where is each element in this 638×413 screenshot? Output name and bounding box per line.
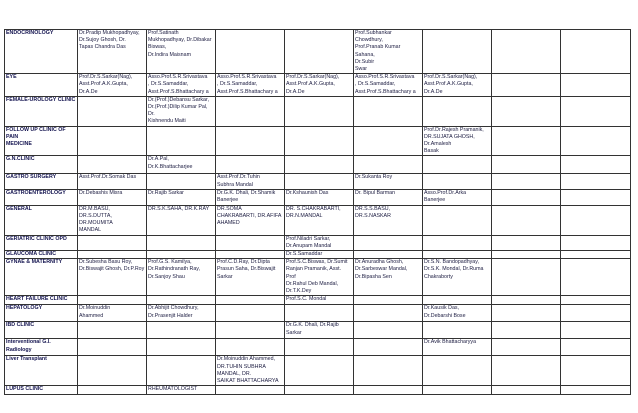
doctor-cell: Asso.Prof.Dr.Arka Banerjee xyxy=(423,189,492,205)
doctor-cell: Dr.Moinuddin Ahammed, DR.TUHIN SUBHRA MANDAL, DR. SAIKAT BHATTACHARYA xyxy=(216,356,285,386)
doctor-cell: Dr.Anuradha Ghosh, Dr.Sarbeswar Mandal, Dr.Bipasha Sen xyxy=(354,259,423,296)
doctor-cell xyxy=(216,156,285,174)
doctor-cell xyxy=(492,322,561,339)
doctor-cell xyxy=(423,322,492,339)
doctor-cell xyxy=(561,189,631,205)
doctor-cell xyxy=(561,259,631,296)
doctor-cell xyxy=(492,96,561,126)
doctor-cell xyxy=(423,205,492,235)
table-row xyxy=(5,74,631,97)
doctor-cell xyxy=(561,235,631,250)
doctor-cell: Prof.Dr.S.Sarkar(Nag), Asst.Prof.A.K.Gupta, Dr.A.De xyxy=(78,74,147,97)
doctor-cell xyxy=(78,296,147,305)
doctor-cell xyxy=(492,156,561,174)
doctor-cell xyxy=(285,30,354,74)
doctor-cell: Dr.G.K. Dhali, Dr.Rajib Sarkar xyxy=(285,322,354,339)
doctor-cell xyxy=(561,126,631,156)
doctor-cell xyxy=(216,339,285,356)
doctor-cell: Dr.Moinuddin Ahammed xyxy=(78,305,147,322)
doctor-cell xyxy=(423,356,492,386)
doctor-cell xyxy=(492,174,561,189)
doctor-cell xyxy=(561,251,631,259)
doctor-cell xyxy=(354,339,423,356)
doctor-cell xyxy=(78,356,147,386)
doctor-cell xyxy=(423,30,492,74)
department-cell: ENDOCRINOLOGY xyxy=(5,30,78,74)
table-row xyxy=(5,156,631,174)
department-cell: GERIATRIC CLINIC OPD xyxy=(5,235,78,250)
doctor-cell xyxy=(354,156,423,174)
doctor-cell xyxy=(78,235,147,250)
doctor-cell xyxy=(492,205,561,235)
doctor-cell xyxy=(423,251,492,259)
doctor-cell xyxy=(354,386,423,395)
department-cell: HEART FAILURE CLINIC xyxy=(5,296,78,305)
department-cell: EYE xyxy=(5,74,78,97)
doctor-cell: Dr.Subesha Basu Roy, Dr.Biswajit Ghosh, Dr.P.Roy xyxy=(78,259,147,296)
doctor-cell: Asst.Prof.Dr.Somak Das xyxy=(78,174,147,189)
doctor-cell xyxy=(354,96,423,126)
table-row xyxy=(5,339,631,356)
doctor-cell: Prof.Niladri Sarkar, Dr.Anupam Mandal xyxy=(285,235,354,250)
opd-schedule-table xyxy=(4,29,631,395)
doctor-cell: Dr.Sukanta Roy xyxy=(354,174,423,189)
doctor-cell xyxy=(492,386,561,395)
doctor-cell: Dr.S.N. Bandopadhyay, Dr.S.K. Mondal, Dr.Ruma Chakraborty xyxy=(423,259,492,296)
doctor-cell: Dr.(Prof.)Debansu Sarkar, Dr.(Prof.)Dilip Kumar Pal, Dr. Kishnendu Maiti xyxy=(147,96,216,126)
doctor-cell xyxy=(285,156,354,174)
doctor-cell xyxy=(285,96,354,126)
doctor-cell: Prof.Satinath Mukhopadhyay, Dr.Dibakar Biswas, Dr.Indira Maisnam xyxy=(147,30,216,74)
doctor-cell xyxy=(492,30,561,74)
doctor-cell xyxy=(561,296,631,305)
doctor-cell xyxy=(423,235,492,250)
doctor-cell xyxy=(147,356,216,386)
doctor-cell xyxy=(561,74,631,97)
doctor-cell xyxy=(285,305,354,322)
doctor-cell: Prof.C.D.Ray, Dr.Dipta Prasun Saha, Dr.Biswajit Sarkar xyxy=(216,259,285,296)
doctor-cell: Dr. Bipul Barman xyxy=(354,189,423,205)
table-row xyxy=(5,96,631,126)
doctor-cell xyxy=(354,251,423,259)
doctor-cell xyxy=(216,126,285,156)
doctor-cell xyxy=(147,322,216,339)
doctor-cell xyxy=(423,296,492,305)
doctor-cell xyxy=(216,296,285,305)
doctor-cell xyxy=(354,356,423,386)
doctor-cell xyxy=(423,386,492,395)
doctor-cell: Prof.Dr.S.Sarkar(Nag), Asst.Prof.A.K.Gupta, Dr.A.De xyxy=(423,74,492,97)
doctor-cell xyxy=(78,126,147,156)
doctor-cell: DR.S.K.SAHA, DR.K.RAY xyxy=(147,205,216,235)
doctor-cell xyxy=(561,174,631,189)
table-row xyxy=(5,386,631,395)
doctor-cell xyxy=(561,30,631,74)
doctor-cell xyxy=(216,30,285,74)
doctor-cell xyxy=(78,156,147,174)
department-cell: GYNAE & MATERNITY xyxy=(5,259,78,296)
doctor-cell: DR.M.BASU, DR.S.DUTTA, DR.MOUMITA MANDAL xyxy=(78,205,147,235)
doctor-cell: Dr.Pradip Mukhopadhyay, Dr.Sujoy Ghosh, Dr. Tapas Chandra Das xyxy=(78,30,147,74)
doctor-cell xyxy=(216,322,285,339)
doctor-cell: Dr.A.Pal, Dr.K.Bhattacharjee xyxy=(147,156,216,174)
doctor-cell xyxy=(492,305,561,322)
doctor-cell: Dr.Debashis Misra xyxy=(78,189,147,205)
doctor-cell: Prof.Dr.S.Sarkar(Nag), Asst.Prof.A.K.Gupta, Dr.A.De xyxy=(285,74,354,97)
table-row xyxy=(5,296,631,305)
department-cell: G.N.CLINIC xyxy=(5,156,78,174)
doctor-cell: Dr.Kausik Das, Dr.Debarshi Bose xyxy=(423,305,492,322)
department-cell: FOLLOW UP CLINIC OF PAIN MEDICINE xyxy=(5,126,78,156)
doctor-cell: Dr.Rajib Sarkar xyxy=(147,189,216,205)
doctor-cell xyxy=(492,356,561,386)
doctor-cell xyxy=(492,339,561,356)
table-row xyxy=(5,259,631,296)
department-cell: GASTROENTEROLOGY xyxy=(5,189,78,205)
doctor-cell: Prof.S.C.Biswas, Dr.Sumit Ranjan Pramanik, Asst. Prof Dr.Rahul Deb Mandal, Dr.T.K.Dey xyxy=(285,259,354,296)
department-cell: IBD CLINIC xyxy=(5,322,78,339)
doctor-cell: Asso.Prof.S.R.Srivastava , Dr.S.Samaddar, Asst.Prof.S.Bhattachary a xyxy=(216,74,285,97)
doctor-cell xyxy=(285,174,354,189)
doctor-cell xyxy=(78,251,147,259)
doctor-cell xyxy=(285,356,354,386)
doctor-cell xyxy=(285,126,354,156)
doctor-cell xyxy=(216,96,285,126)
table-row xyxy=(5,235,631,250)
department-cell: GASTRO SURGERY xyxy=(5,174,78,189)
doctor-cell xyxy=(423,156,492,174)
doctor-cell xyxy=(78,322,147,339)
department-cell: FEMALE-UROLOGY CLINIC xyxy=(5,96,78,126)
doctor-cell: Prof.Dr.Rajesh Pramanik, DR.SUJATA GHOSH, Dr.Amalesh Basak xyxy=(423,126,492,156)
doctor-cell xyxy=(561,322,631,339)
doctor-cell xyxy=(492,251,561,259)
doctor-cell: Prof.S.C. Mondal xyxy=(285,296,354,305)
doctor-cell xyxy=(492,189,561,205)
table-row xyxy=(5,356,631,386)
doctor-cell xyxy=(354,126,423,156)
doctor-cell xyxy=(147,126,216,156)
doctor-cell xyxy=(354,322,423,339)
table-row xyxy=(5,126,631,156)
doctor-cell xyxy=(561,339,631,356)
doctor-cell: Dr.G.K. Dhali, Dr.Shamik Banerjee xyxy=(216,189,285,205)
doctor-cell xyxy=(354,235,423,250)
schedule-body xyxy=(5,30,631,395)
department-cell: GENERAL xyxy=(5,205,78,235)
table-row xyxy=(5,189,631,205)
doctor-cell: Prof.Subhankar Chowdhury, Prof.Pranab Kumar Sahana, Dr.Subir Swar xyxy=(354,30,423,74)
doctor-cell xyxy=(561,386,631,395)
doctor-cell xyxy=(561,356,631,386)
doctor-cell: DR. S.CHAKRABARTI, DR.N.MANDAL xyxy=(285,205,354,235)
doctor-cell xyxy=(216,251,285,259)
department-cell: HEPATOLOGY xyxy=(5,305,78,322)
doctor-cell xyxy=(285,339,354,356)
doctor-cell xyxy=(561,205,631,235)
doctor-cell xyxy=(492,259,561,296)
doctor-cell: DR.SOMA CHAKRABARTI, DR.AFIFA AHAMED xyxy=(216,205,285,235)
table-row xyxy=(5,174,631,189)
doctor-cell xyxy=(147,174,216,189)
table-row xyxy=(5,251,631,259)
doctor-cell xyxy=(354,296,423,305)
doctor-cell: RHEUMATOLOGIST xyxy=(147,386,216,395)
doctor-cell xyxy=(216,305,285,322)
table-row xyxy=(5,30,631,74)
doctor-cell: Asso.Prof.S.R.Srivastava , Dr.S.Samaddar, Asst.Prof.S.Bhattachary a xyxy=(354,74,423,97)
doctor-cell xyxy=(147,235,216,250)
doctor-cell: Dr.Abhijit Chowdhury, Dr.Prasenjit Halder xyxy=(147,305,216,322)
doctor-cell xyxy=(423,96,492,126)
doctor-cell xyxy=(561,96,631,126)
department-cell: LUPUS CLINIC xyxy=(5,386,78,395)
doctor-cell xyxy=(354,305,423,322)
doctor-cell: Asso.Prof.S.R.Srivastava , Dr.S.Samaddar, Asst.Prof.S.Bhattachary a xyxy=(147,74,216,97)
doctor-cell: Dr.Avik Bhattacharyya xyxy=(423,339,492,356)
table-row xyxy=(5,205,631,235)
doctor-cell xyxy=(423,174,492,189)
doctor-cell xyxy=(147,339,216,356)
doctor-cell xyxy=(561,305,631,322)
doctor-cell xyxy=(78,96,147,126)
department-cell: GLAUCOMA CLINIC xyxy=(5,251,78,259)
doctor-cell xyxy=(492,74,561,97)
doctor-cell: Prof.G.S. Kamilya, Dr.Rathindranath Ray, Dr.Sanjoy Shau xyxy=(147,259,216,296)
doctor-cell xyxy=(147,251,216,259)
doctor-cell: DR.S.S.BASU, DR.S.NASKAR xyxy=(354,205,423,235)
doctor-cell: Dr.Kshaunish Das xyxy=(285,189,354,205)
doctor-cell xyxy=(147,296,216,305)
department-cell: Interventional G.I. Radiology xyxy=(5,339,78,356)
doctor-cell xyxy=(216,386,285,395)
department-cell: Liver Transplant xyxy=(5,356,78,386)
table-row xyxy=(5,322,631,339)
doctor-cell: Dr.S.Samaddar xyxy=(285,251,354,259)
doctor-cell xyxy=(492,296,561,305)
doctor-cell xyxy=(216,235,285,250)
doctor-cell xyxy=(285,386,354,395)
doctor-cell xyxy=(78,386,147,395)
doctor-cell xyxy=(78,339,147,356)
doctor-cell xyxy=(561,156,631,174)
table-row xyxy=(5,305,631,322)
doctor-cell: Asst.Prof.Dr.Tuhin Subhra Mandal xyxy=(216,174,285,189)
doctor-cell xyxy=(492,235,561,250)
doctor-cell xyxy=(492,126,561,156)
